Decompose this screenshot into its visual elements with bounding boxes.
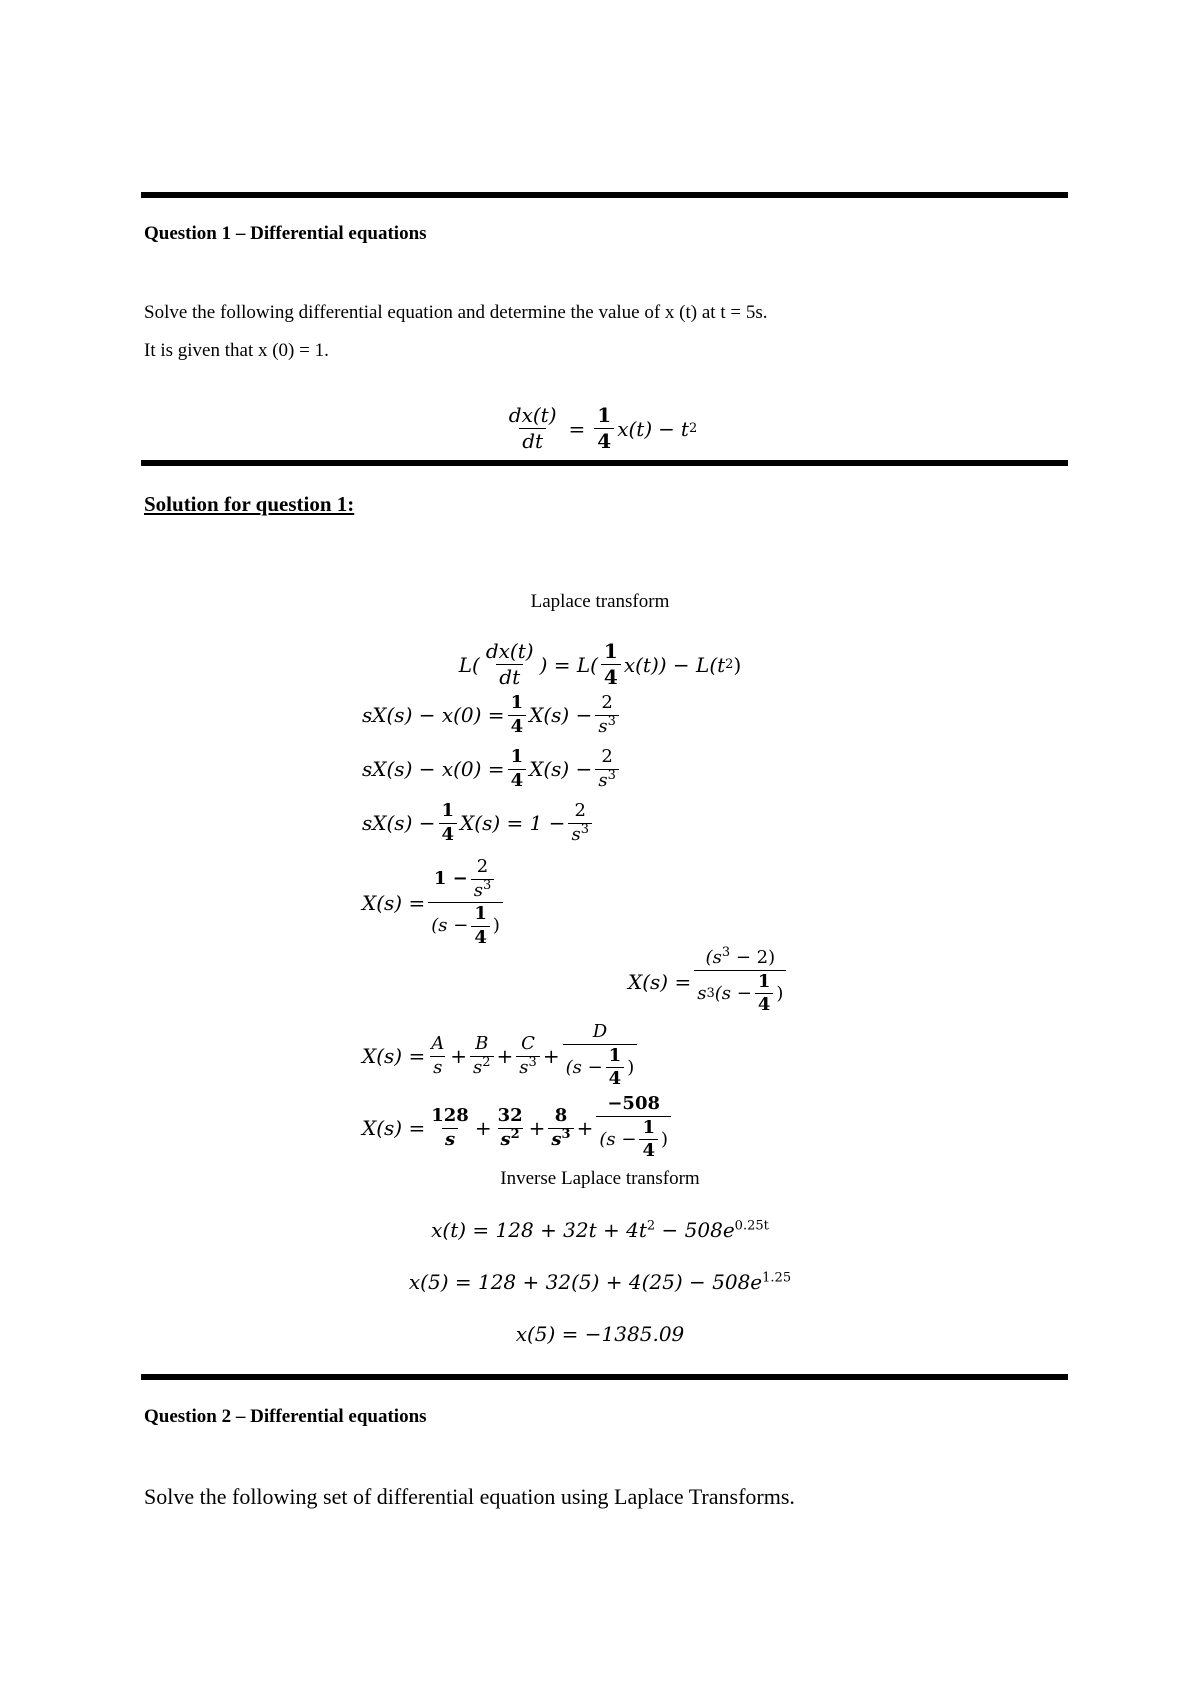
question-1-title: Question 1 – Differential equations (144, 223, 427, 244)
inverse-laplace-label: Inverse Laplace transform (500, 1168, 700, 1189)
final-answer: x(5) = −1385.09 (515, 1322, 685, 1346)
step-3-equation: sX(s) − x(0) = $\frac{1}{4}$ X(s) − $\frac{2}{s^3}$ (362, 747, 622, 791)
solution-1-heading: Solution for question 1: (144, 492, 355, 516)
step-6-equation: X(s) = $(s^3 - 2)$ s 3 (s − $\frac{1}{4}$ ) (628, 948, 789, 1016)
divider-question-1 (141, 460, 1068, 466)
step-9-time-domain: $x(t) = 128 + 32t + 4t^2 - 508e^{0.25t}$ (431, 1218, 769, 1242)
step-7-partial-fractions: X(s) = $\frac{A}{s}$ + $\frac{B}{s^2}$ + $\frac{C}{s^3}$ + D (s − $\frac{1}{4}$ ) (362, 1022, 640, 1090)
step-5-equation: X(s) = 1 − $\frac{2}{s^3}$ (s − $\frac{1}{4}$ ) (362, 857, 506, 949)
divider-solution-1 (141, 1374, 1068, 1380)
question-1-equation: $\frac{dx(t)}{dt}$ = $\frac{1}{4}$ x(t) − t 2 (508, 403, 698, 453)
laplace-transform-label: Laplace transform (530, 591, 670, 612)
step-4-equation: sX(s) − $\frac{1}{4}$ X(s) = 1 − $\frac{2}{s^3}$ (362, 801, 595, 845)
question-1-initial-condition: It is given that x (0) = 1. (144, 340, 329, 361)
step-10-substitution: $x(5) = 128 + 32(5) + 4(25) - 508e^{1.25}$ (408, 1270, 792, 1294)
step-2-equation: sX(s) − x(0) = $\frac{1}{4}$ X(s) − $\frac{2}{s^3}$ (362, 693, 622, 737)
step-1-equation: L( $\frac{dx(t)}{dt}$ ) = L( $\frac{1}{4}$ x(t)) − L(t 2 ) (458, 639, 742, 689)
question-2-title: Question 2 – Differential equations (144, 1406, 427, 1427)
question-1-text: Solve the following differential equation and determine the value of x (t) at t = 5s. (144, 302, 768, 323)
step-8-partial-fractions-values: X(s) = $\frac{128}{s}$ + $\frac{32}{s^2}$ + $\frac{8}{s^3}$ + −508 (s − $\frac{1}{4}$ ) (362, 1094, 674, 1162)
divider-top (141, 192, 1068, 198)
question-2-text: Solve the following set of differential equation using Laplace Transforms. (144, 1484, 795, 1509)
